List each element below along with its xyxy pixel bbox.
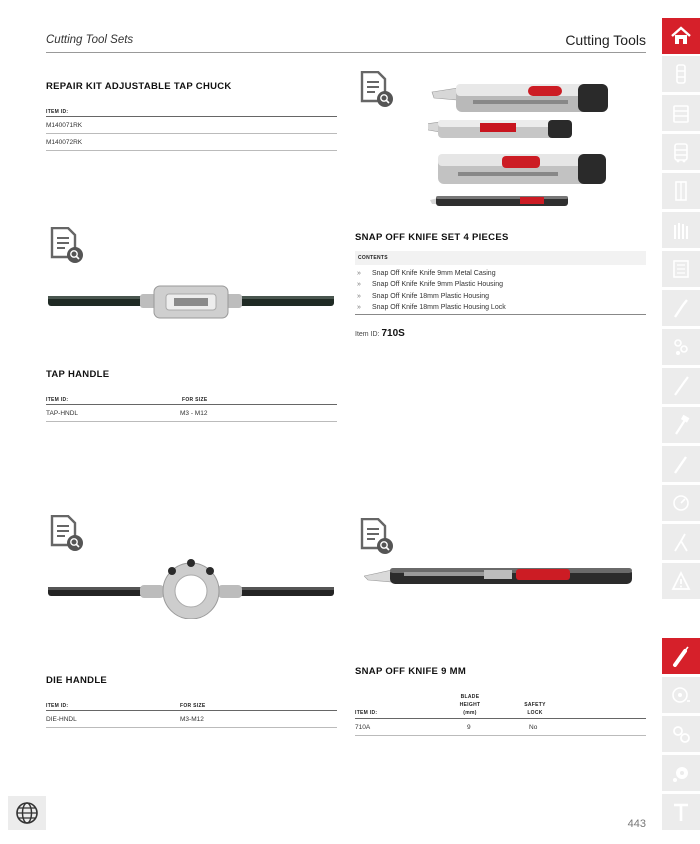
product-info-icon[interactable] xyxy=(49,515,83,553)
header-divider xyxy=(46,52,646,53)
bits-icon xyxy=(671,336,691,358)
sidebar-item-tapes[interactable] xyxy=(662,677,700,713)
chisel-icon xyxy=(671,453,691,475)
table-row xyxy=(46,711,337,728)
table-header-row xyxy=(46,698,337,711)
tap-handle-title: TAP HANDLE xyxy=(46,369,110,380)
gears-icon xyxy=(671,723,691,745)
page-number: 443 xyxy=(627,818,646,830)
list-item: » Snap Off Knife 18mm Plastic Housing Lock xyxy=(357,302,506,313)
size-cell: M3-M12 xyxy=(180,716,204,723)
table-row xyxy=(355,719,646,736)
socket-icon xyxy=(671,63,691,85)
cabinet-icon xyxy=(671,141,691,163)
chapter-title: Cutting Tools xyxy=(565,32,646,48)
table-header-row xyxy=(46,392,337,405)
sidebar-item-cutting-tools[interactable] xyxy=(662,638,700,674)
contents-header xyxy=(355,251,646,265)
knife-set-item-id: Item ID: 710S xyxy=(355,328,405,339)
col-for-size: FOR SIZE xyxy=(182,397,208,403)
knife-9mm-image xyxy=(364,562,636,590)
website-link[interactable] xyxy=(8,796,46,830)
list-item: » Snap Off Knife 18mm Plastic Housing xyxy=(357,291,506,302)
table-row xyxy=(46,134,337,151)
tool-set-icon xyxy=(671,258,691,280)
tap-icon xyxy=(671,801,691,823)
bullet-icon: » xyxy=(357,292,361,300)
home-button[interactable] xyxy=(662,18,700,54)
pliers-icon xyxy=(671,375,691,397)
sidebar-item-sets[interactable] xyxy=(662,251,700,287)
sidebar-item-measuring[interactable] xyxy=(662,485,700,521)
sidebar-item-grinding[interactable] xyxy=(662,755,700,791)
sidebar-item-toolboxes[interactable] xyxy=(662,95,700,131)
gauge-icon xyxy=(671,492,691,514)
sidebar-item-crimping[interactable] xyxy=(662,524,700,560)
die-handle-image xyxy=(48,557,334,619)
sidebar-item-chisels[interactable] xyxy=(662,446,700,482)
sidebar-item-taps[interactable] xyxy=(662,794,700,830)
col-item-id: ITEM ID: xyxy=(355,710,378,716)
knife-set-title: SNAP OFF KNIFE SET 4 PIECES xyxy=(355,232,509,243)
contents-label: CONTENTS xyxy=(358,255,388,261)
grinder-icon xyxy=(671,762,691,784)
home-icon xyxy=(671,25,691,47)
sidebar-item-bits[interactable] xyxy=(662,329,700,365)
bullet-icon: » xyxy=(357,270,361,277)
tap-handle-image xyxy=(48,284,334,320)
section-title: Cutting Tool Sets xyxy=(46,34,134,46)
sidebar-item-cabinets[interactable] xyxy=(662,173,700,209)
locker-icon xyxy=(671,180,691,202)
toolbox-icon xyxy=(671,102,691,124)
knife-9mm-table xyxy=(355,692,646,738)
item-id-cell: M140072RK xyxy=(46,139,83,146)
globe-icon xyxy=(15,801,39,825)
product-info-icon[interactable] xyxy=(359,518,393,556)
die-handle-table xyxy=(46,698,337,730)
col-for-size: FOR SIZE xyxy=(180,703,206,709)
table-header-row xyxy=(355,692,646,719)
sidebar-item-wrenches[interactable] xyxy=(662,212,700,248)
tape-measure-icon xyxy=(671,684,691,706)
col-item-id: ITEM ID: xyxy=(46,109,69,115)
col-item-id: ITEM ID: xyxy=(46,397,69,403)
sidebar-item-gears[interactable] xyxy=(662,716,700,752)
repair-kit-table xyxy=(46,104,337,152)
wrench-set-icon xyxy=(671,219,691,241)
col-item-id: ITEM ID: xyxy=(46,703,69,709)
bullet-icon: » xyxy=(357,304,361,312)
repair-kit-title: REPAIR KIT ADJUSTABLE TAP CHUCK xyxy=(46,81,232,92)
size-cell: M3 - M12 xyxy=(180,410,208,417)
item-id-cell: DIE-HNDL xyxy=(46,716,77,723)
list-divider xyxy=(355,314,646,315)
list-item: » Snap Off Knife Knife 9mm Metal Casing xyxy=(357,268,506,279)
product-info-icon[interactable] xyxy=(359,71,393,109)
safety-lock-cell: No xyxy=(529,724,538,731)
item-id-cell: 710A xyxy=(355,724,371,731)
table-header-row xyxy=(46,104,337,117)
list-item: » Snap Off Knife Knife 9mm Plastic Housing xyxy=(357,279,506,290)
product-info-icon[interactable] xyxy=(49,227,83,265)
sidebar-item-pliers[interactable] xyxy=(662,368,700,404)
knife-set-image xyxy=(428,78,618,212)
screwdriver-icon xyxy=(671,297,691,319)
sidebar-item-safety[interactable] xyxy=(662,563,700,599)
item-id-cell: M140071RK xyxy=(46,122,83,129)
warning-icon xyxy=(671,570,691,592)
col-blade-height: BLADE HEIGHT (mm) xyxy=(459,694,481,716)
contents-list xyxy=(357,268,506,314)
sidebar-item-sockets[interactable] xyxy=(662,56,700,92)
bullet-icon: » xyxy=(357,281,361,289)
table-row xyxy=(46,405,337,422)
tap-handle-table xyxy=(46,392,337,424)
crimper-icon xyxy=(671,531,691,553)
die-handle-title: DIE HANDLE xyxy=(46,675,108,686)
table-row xyxy=(46,117,337,134)
blade-height-cell: 9 xyxy=(467,724,471,731)
sidebar-item-hammers[interactable] xyxy=(662,407,700,443)
item-id-cell: TAP-HNDL xyxy=(46,410,79,417)
sidebar-item-storage[interactable] xyxy=(662,134,700,170)
cutter-icon xyxy=(671,645,691,667)
knife-9mm-title: SNAP OFF KNIFE 9 MM xyxy=(355,666,467,677)
sidebar-item-screwdrivers[interactable] xyxy=(662,290,700,326)
col-safety-lock: SAFETY LOCK xyxy=(524,702,546,716)
hammer-icon xyxy=(671,414,691,436)
